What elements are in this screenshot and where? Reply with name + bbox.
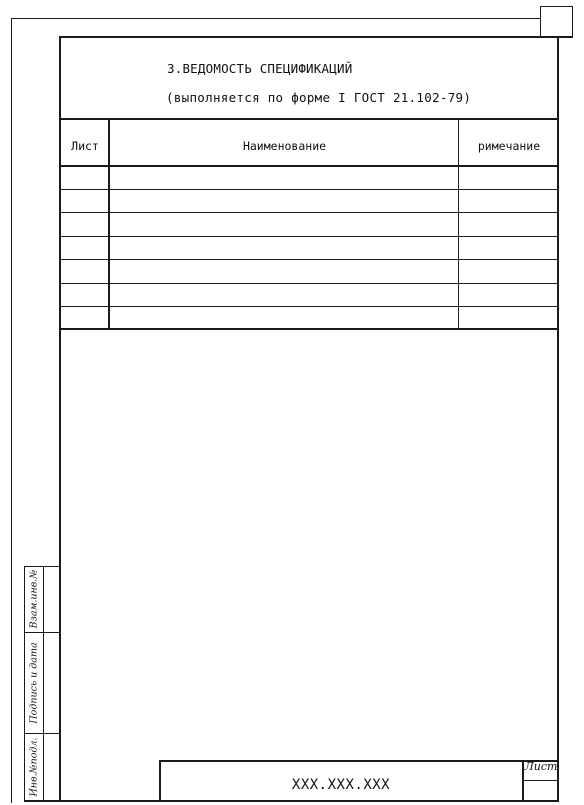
table-column-divider (458, 118, 459, 329)
frame-line (572, 6, 573, 37)
column-header-note: римечание (477, 139, 541, 153)
frame-line (540, 6, 541, 37)
margin-label-signature: Подпись и дата (28, 642, 40, 724)
sheet-label: Лист (524, 760, 558, 773)
row-line (59, 236, 559, 237)
stamp-line (24, 566, 25, 802)
margin-label-replacement: Взам.инв.№ (28, 569, 40, 629)
row-line (59, 328, 559, 330)
row-line (59, 259, 559, 260)
frame-line (540, 6, 573, 7)
table-top-border (59, 118, 559, 120)
titleblock-top (159, 760, 559, 762)
column-header-sheet: Лист (71, 139, 99, 153)
row-line (59, 306, 559, 307)
row-line (59, 212, 559, 213)
frame-top (59, 36, 573, 38)
page-title: 3.ВЕДОМОСТЬ СПЕЦИФИКАЦИЙ (167, 61, 353, 76)
document-code: XXX.XXX.XXX (291, 777, 391, 793)
frame-bottom (24, 800, 559, 802)
stamp-line (43, 566, 44, 802)
row-line (59, 189, 559, 190)
frame-line (11, 18, 12, 803)
frame-line (11, 18, 540, 19)
margin-label-inventory: Инв.№подл. (28, 737, 40, 797)
titleblock-divider (522, 780, 559, 781)
row-line (59, 283, 559, 284)
page-subtitle: (выполняется по форме I ГОСТ 21.102-79) (166, 90, 472, 105)
table-header-border (59, 165, 559, 167)
column-header-name: Наименование (242, 139, 327, 153)
